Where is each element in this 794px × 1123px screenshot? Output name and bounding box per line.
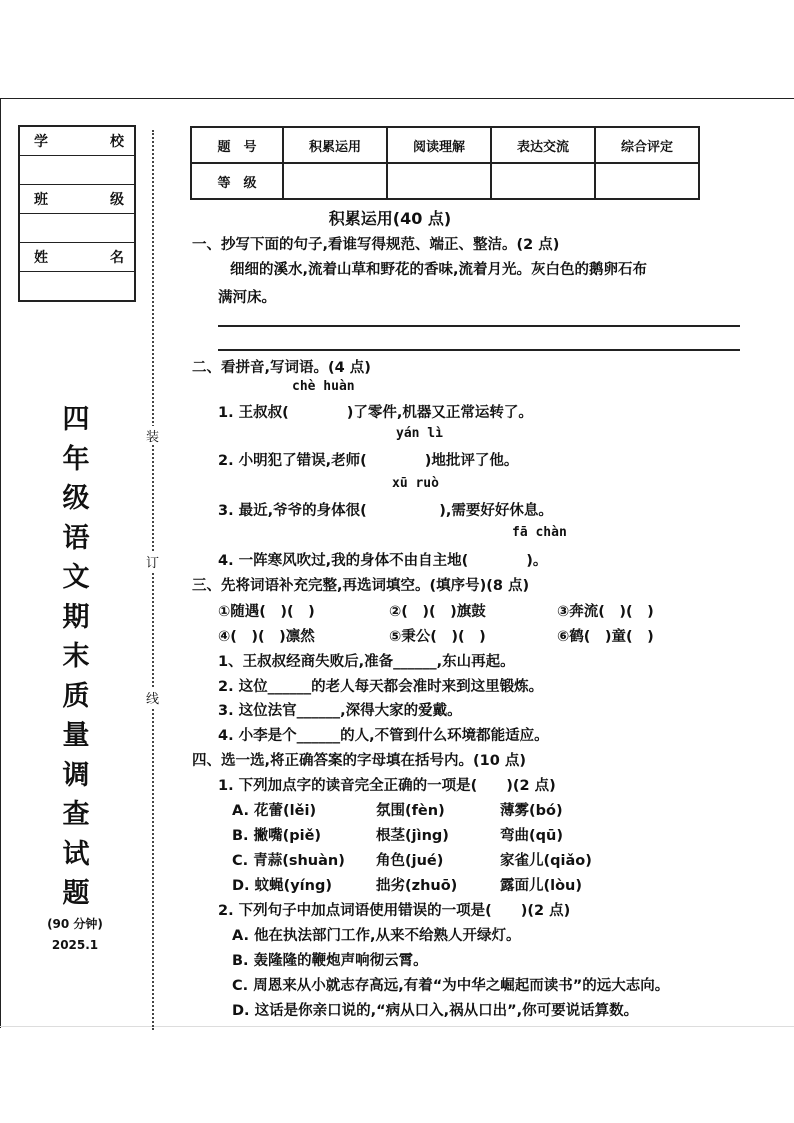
exam-title-char: 语 <box>62 522 90 554</box>
q2-title: 二、看拼音,写词语。(4 点) <box>192 360 371 376</box>
exam-title-char: 题 <box>62 878 90 909</box>
score-header-accumulation: 积累运用 <box>283 127 387 163</box>
exam-title-char: 四 <box>62 404 90 435</box>
exam-date: 2025.1 <box>51 938 99 952</box>
q1-answer-line1[interactable] <box>218 325 740 327</box>
school-label-char1: 学 <box>34 134 48 150</box>
exam-title-char: 质 <box>62 680 90 712</box>
exam-title-char: 期 <box>62 601 90 633</box>
q4-1-option-b: B. 撇嘴(piě) <box>232 828 322 844</box>
q4-1-option-d: D. 蚊蝇(yíng) <box>232 878 332 894</box>
q3-word-3: ③奔流( )( ) <box>557 604 654 620</box>
q2-item-3: 3. 最近,爷爷的身体很( ),需要好好休息。 <box>218 503 553 519</box>
q4-title: 四、选一选,将正确答案的字母填在括号内。(10 点) <box>192 753 526 769</box>
score-row-label-grade: 等 级 <box>191 163 283 199</box>
page-left-border <box>0 98 1 1028</box>
q2-pinyin-1: chè huàn <box>292 379 355 394</box>
score-cell[interactable] <box>283 163 387 199</box>
score-cell[interactable] <box>387 163 491 199</box>
class-label-char2: 级 <box>110 192 124 208</box>
q4-2-option-d: D. 这话是你亲口说的,“病从口入,祸从口出”,你可要说话算数。 <box>232 1003 639 1019</box>
q4-1-option-a: A. 花蕾(lěi) <box>232 803 317 819</box>
q2-item-1: 1. 王叔叔( )了零件,机器又正常运转了。 <box>218 405 533 421</box>
score-cell[interactable] <box>595 163 699 199</box>
name-label-char2: 名 <box>110 250 124 266</box>
q4-1-option-d-2: 拙劣(zhuō) <box>376 878 458 894</box>
school-field[interactable] <box>20 156 134 185</box>
exam-title-char: 级 <box>62 483 90 514</box>
q3-fill-2: 2. 这位______的老人每天都会准时来到这里锻炼。 <box>218 679 544 695</box>
q3-fill-1: 1、王叔叔经商失败后,准备______,东山再起。 <box>218 654 515 670</box>
q1-answer-line2[interactable] <box>218 349 740 351</box>
binding-mark-zhuang: 装 <box>146 426 159 445</box>
q3-fill-3: 3. 这位法官______,深得大家的爱戴。 <box>218 703 462 719</box>
score-table-header-row <box>191 127 699 163</box>
exam-title-char: 调 <box>62 759 90 791</box>
q3-title: 三、先将词语补充完整,再选词填空。(填序号)(8 点) <box>192 578 530 594</box>
q4-2-option-c: C. 周恩来从小就志存高远,有着“为中华之崛起而读书”的远大志向。 <box>232 978 670 994</box>
exam-title-char: 年 <box>62 443 90 475</box>
section-title: 积累运用(40 点) <box>328 209 452 228</box>
name-label-char1: 姓 <box>34 250 48 266</box>
q2-pinyin-4: fā chàn <box>512 525 567 540</box>
q3-word-2: ②( )( )旗鼓 <box>389 604 486 620</box>
q4-2-option-a: A. 他在执法部门工作,从来不给熟人开绿灯。 <box>232 928 521 944</box>
q2-item-2: 2. 小明犯了错误,老师( )地批评了他。 <box>218 453 519 469</box>
exam-title-char: 试 <box>62 838 90 870</box>
q2-pinyin-3: xū ruò <box>392 476 439 491</box>
exam-title-char: 末 <box>62 641 90 672</box>
exam-title-char: 查 <box>62 799 90 830</box>
name-label-row <box>20 243 134 272</box>
q4-sub1: 1. 下列加点字的读音完全正确的一项是( )(2 点) <box>218 778 556 794</box>
exam-title-vertical <box>58 400 94 914</box>
q2-item-4: 4. 一阵寒风吹过,我的身体不由自主地( )。 <box>218 553 548 569</box>
score-header-overall: 综合评定 <box>595 127 699 163</box>
exam-title-char: 文 <box>62 562 90 593</box>
q4-1-option-c-3: 家雀儿(qiǎo) <box>500 853 592 869</box>
class-field[interactable] <box>20 214 134 243</box>
q4-1-option-c-2: 角色(jué) <box>376 853 444 869</box>
exam-duration: (90 分钟) <box>47 917 103 931</box>
exam-title-char: 量 <box>62 720 90 751</box>
q4-1-option-b-2: 根茎(jìng) <box>376 828 449 844</box>
q3-word-4: ④( )( )凛然 <box>218 629 315 645</box>
student-info-box <box>18 125 136 302</box>
q4-1-option-a-2: 氛围(fèn) <box>376 803 445 819</box>
q4-1-option-b-3: 弯曲(qū) <box>500 828 563 844</box>
school-label-char2: 校 <box>110 134 124 150</box>
q1-text-line1: 细细的溪水,流着山草和野花的香味,流着月光。灰白色的鹅卵石布 <box>230 262 648 278</box>
page-bottom-edge <box>0 1026 794 1027</box>
q4-1-option-a-3: 薄雾(bó) <box>500 803 563 819</box>
q3-fill-4: 4. 小李是个______的人,不管到什么环境都能适应。 <box>218 728 549 744</box>
q3-word-1: ①随遇( )( ) <box>218 604 315 620</box>
score-table-grade-row <box>191 163 699 199</box>
page-top-border <box>0 98 794 99</box>
q1-text-line2: 满河床。 <box>218 290 276 306</box>
binding-mark-ding: 订 <box>146 552 159 571</box>
q4-2-option-b: B. 轰隆隆的鞭炮声响彻云霄。 <box>232 953 428 969</box>
score-header-reading: 阅读理解 <box>387 127 491 163</box>
name-field[interactable] <box>20 272 134 300</box>
binding-mark-xian: 线 <box>146 688 159 707</box>
q4-sub2: 2. 下列句子中加点词语使用错误的一项是( )(2 点) <box>218 903 571 919</box>
class-label-char1: 班 <box>34 192 48 208</box>
class-label-row <box>20 185 134 214</box>
q2-pinyin-2: yán lì <box>396 426 443 441</box>
score-header-expression: 表达交流 <box>491 127 595 163</box>
q3-word-6: ⑥鹤( )童( ) <box>557 629 654 645</box>
school-label-row <box>20 127 134 156</box>
q1-title: 一、抄写下面的句子,看谁写得规范、端正、整洁。(2 点) <box>192 237 560 253</box>
score-table <box>190 126 700 200</box>
q3-word-5: ⑤秉公( )( ) <box>389 629 486 645</box>
binding-dotted-line <box>152 130 154 1030</box>
q4-1-option-c: C. 青蒜(shuàn) <box>232 853 345 869</box>
q4-1-option-d-3: 露面儿(lòu) <box>500 878 583 894</box>
score-header-item-no: 题 号 <box>191 127 283 163</box>
score-cell[interactable] <box>491 163 595 199</box>
